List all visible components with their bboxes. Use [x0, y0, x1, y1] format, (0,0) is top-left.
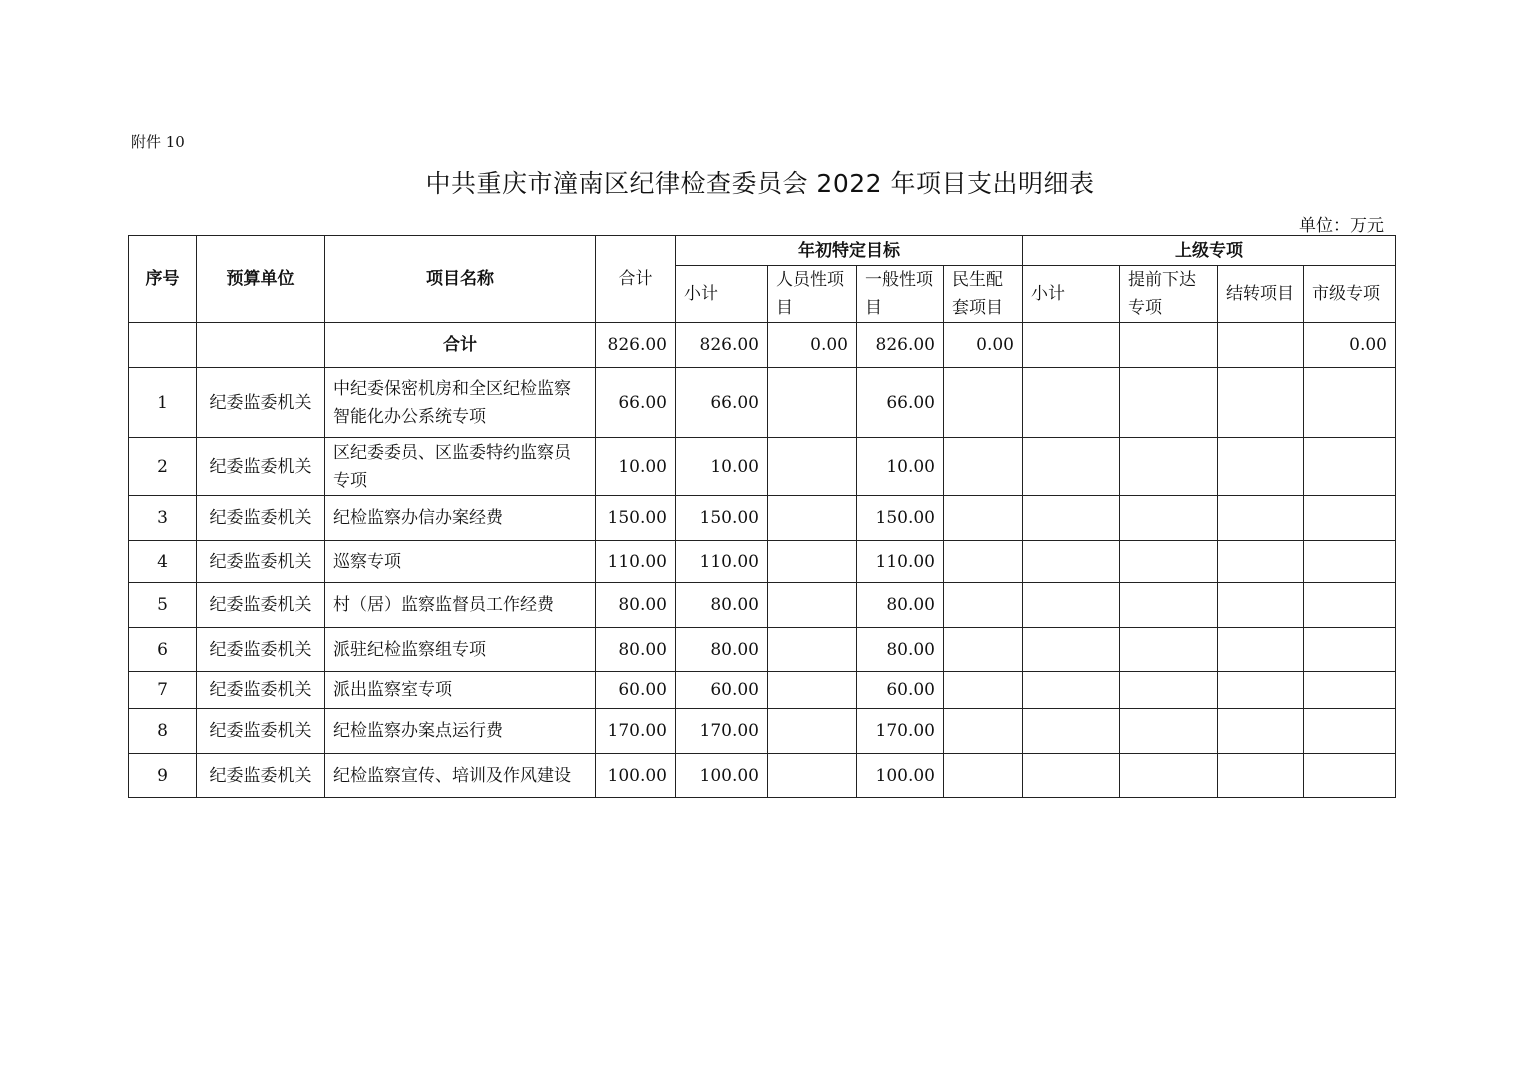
header-subtotal: 小计: [676, 266, 768, 323]
row-livelihood: [944, 754, 1023, 798]
header-seq: 序号: [129, 236, 197, 323]
row-project: 纪检监察办信办案经费: [325, 496, 596, 541]
header-personnel: 人员性项目: [768, 266, 857, 323]
row-carryover: [1218, 438, 1304, 496]
row-superior-subtotal: [1023, 628, 1120, 672]
row-carryover: [1218, 368, 1304, 438]
table-row: [129, 496, 1396, 541]
header-group-annual: 年初特定目标: [676, 236, 1023, 266]
total-row: [129, 323, 1396, 368]
row-subtotal: 66.00: [676, 368, 768, 438]
total-livelihood: 0.00: [944, 323, 1023, 368]
row-project: 巡察专项: [325, 541, 596, 583]
row-carryover: [1218, 754, 1304, 798]
header-city: 市级专项: [1304, 266, 1396, 323]
row-unit: 纪委监委机关: [197, 496, 325, 541]
unit-label: 单位：万元: [1299, 216, 1384, 236]
row-advance: [1120, 368, 1218, 438]
header-general: 一般性项目: [857, 266, 944, 323]
row-carryover: [1218, 628, 1304, 672]
row-general: 150.00: [857, 496, 944, 541]
row-general: 80.00: [857, 583, 944, 628]
row-livelihood: [944, 541, 1023, 583]
row-seq: 9: [129, 754, 197, 798]
total-label: 合计: [325, 323, 596, 368]
row-city: [1304, 583, 1396, 628]
table-row: [129, 541, 1396, 583]
row-livelihood: [944, 496, 1023, 541]
row-total: 60.00: [596, 672, 676, 709]
row-carryover: [1218, 709, 1304, 754]
table-row: [129, 438, 1396, 496]
row-carryover: [1218, 672, 1304, 709]
row-seq: 8: [129, 709, 197, 754]
expenditure-table: [128, 235, 1396, 798]
row-city: [1304, 672, 1396, 709]
row-advance: [1120, 672, 1218, 709]
row-city: [1304, 438, 1396, 496]
row-subtotal: 150.00: [676, 496, 768, 541]
header-unit: 预算单位: [197, 236, 325, 323]
row-superior-subtotal: [1023, 583, 1120, 628]
row-general: 10.00: [857, 438, 944, 496]
row-total: 10.00: [596, 438, 676, 496]
header-group-superior: 上级专项: [1023, 236, 1396, 266]
row-personnel: [768, 672, 857, 709]
row-general: 170.00: [857, 709, 944, 754]
header-carryover: 结转项目: [1218, 266, 1304, 323]
row-unit: 纪委监委机关: [197, 368, 325, 438]
table-row: [129, 754, 1396, 798]
row-livelihood: [944, 709, 1023, 754]
row-city: [1304, 368, 1396, 438]
row-unit: 纪委监委机关: [197, 672, 325, 709]
total-city: 0.00: [1304, 323, 1396, 368]
row-livelihood: [944, 672, 1023, 709]
row-subtotal: 80.00: [676, 583, 768, 628]
row-superior-subtotal: [1023, 496, 1120, 541]
row-city: [1304, 496, 1396, 541]
header-superior-subtotal: 小计: [1023, 266, 1120, 323]
row-subtotal: 80.00: [676, 628, 768, 672]
row-unit: 纪委监委机关: [197, 583, 325, 628]
row-total: 80.00: [596, 628, 676, 672]
total-personnel: 0.00: [768, 323, 857, 368]
row-advance: [1120, 709, 1218, 754]
total-total: 826.00: [596, 323, 676, 368]
row-personnel: [768, 368, 857, 438]
row-livelihood: [944, 368, 1023, 438]
attachment-label: 附件 10: [131, 133, 185, 151]
row-total: 80.00: [596, 583, 676, 628]
row-unit: 纪委监委机关: [197, 541, 325, 583]
table-row: [129, 368, 1396, 438]
row-personnel: [768, 628, 857, 672]
row-city: [1304, 541, 1396, 583]
header-row-1: [129, 236, 1396, 266]
header-advance: 提前下达专项: [1120, 266, 1218, 323]
row-seq: 6: [129, 628, 197, 672]
row-project: 派驻纪检监察组专项: [325, 628, 596, 672]
page-title: 中共重庆市潼南区纪律检查委员会 2022 年项目支出明细表: [425, 169, 1095, 198]
header-total: 合计: [596, 236, 676, 323]
row-advance: [1120, 754, 1218, 798]
row-seq: 2: [129, 438, 197, 496]
row-total: 100.00: [596, 754, 676, 798]
row-project: 区纪委委员、区监委特约监察员专项: [325, 438, 596, 496]
row-project: 派出监察室专项: [325, 672, 596, 709]
total-unit-cell: [197, 323, 325, 368]
row-personnel: [768, 496, 857, 541]
row-total: 110.00: [596, 541, 676, 583]
row-advance: [1120, 628, 1218, 672]
row-carryover: [1218, 541, 1304, 583]
row-project: 中纪委保密机房和全区纪检监察智能化办公系统专项: [325, 368, 596, 438]
row-superior-subtotal: [1023, 438, 1120, 496]
row-seq: 7: [129, 672, 197, 709]
row-livelihood: [944, 438, 1023, 496]
row-total: 150.00: [596, 496, 676, 541]
row-superior-subtotal: [1023, 368, 1120, 438]
total-superior-subtotal: [1023, 323, 1120, 368]
row-livelihood: [944, 583, 1023, 628]
table-row: [129, 709, 1396, 754]
total-subtotal: 826.00: [676, 323, 768, 368]
row-general: 80.00: [857, 628, 944, 672]
row-advance: [1120, 583, 1218, 628]
row-unit: 纪委监委机关: [197, 709, 325, 754]
row-seq: 3: [129, 496, 197, 541]
row-general: 110.00: [857, 541, 944, 583]
table-row: [129, 628, 1396, 672]
row-subtotal: 170.00: [676, 709, 768, 754]
table-row: [129, 583, 1396, 628]
row-superior-subtotal: [1023, 709, 1120, 754]
row-personnel: [768, 438, 857, 496]
row-project: 村（居）监察监督员工作经费: [325, 583, 596, 628]
total-carryover: [1218, 323, 1304, 368]
row-subtotal: 60.00: [676, 672, 768, 709]
row-superior-subtotal: [1023, 541, 1120, 583]
row-subtotal: 100.00: [676, 754, 768, 798]
total-seq-cell: [129, 323, 197, 368]
row-seq: 1: [129, 368, 197, 438]
row-subtotal: 110.00: [676, 541, 768, 583]
row-general: 100.00: [857, 754, 944, 798]
row-superior-subtotal: [1023, 672, 1120, 709]
row-unit: 纪委监委机关: [197, 628, 325, 672]
total-advance: [1120, 323, 1218, 368]
row-carryover: [1218, 496, 1304, 541]
row-unit: 纪委监委机关: [197, 754, 325, 798]
row-personnel: [768, 754, 857, 798]
row-city: [1304, 709, 1396, 754]
row-livelihood: [944, 628, 1023, 672]
row-superior-subtotal: [1023, 754, 1120, 798]
row-city: [1304, 628, 1396, 672]
table-row: [129, 672, 1396, 709]
row-advance: [1120, 438, 1218, 496]
row-carryover: [1218, 583, 1304, 628]
row-personnel: [768, 583, 857, 628]
row-project: 纪检监察办案点运行费: [325, 709, 596, 754]
row-unit: 纪委监委机关: [197, 438, 325, 496]
row-general: 66.00: [857, 368, 944, 438]
row-total: 170.00: [596, 709, 676, 754]
row-advance: [1120, 541, 1218, 583]
row-seq: 4: [129, 541, 197, 583]
header-livelihood: 民生配套项目: [944, 266, 1023, 323]
row-subtotal: 10.00: [676, 438, 768, 496]
row-personnel: [768, 541, 857, 583]
row-general: 60.00: [857, 672, 944, 709]
total-general: 826.00: [857, 323, 944, 368]
row-personnel: [768, 709, 857, 754]
row-seq: 5: [129, 583, 197, 628]
row-city: [1304, 754, 1396, 798]
header-project: 项目名称: [325, 236, 596, 323]
row-total: 66.00: [596, 368, 676, 438]
row-project: 纪检监察宣传、培训及作风建设: [325, 754, 596, 798]
row-advance: [1120, 496, 1218, 541]
